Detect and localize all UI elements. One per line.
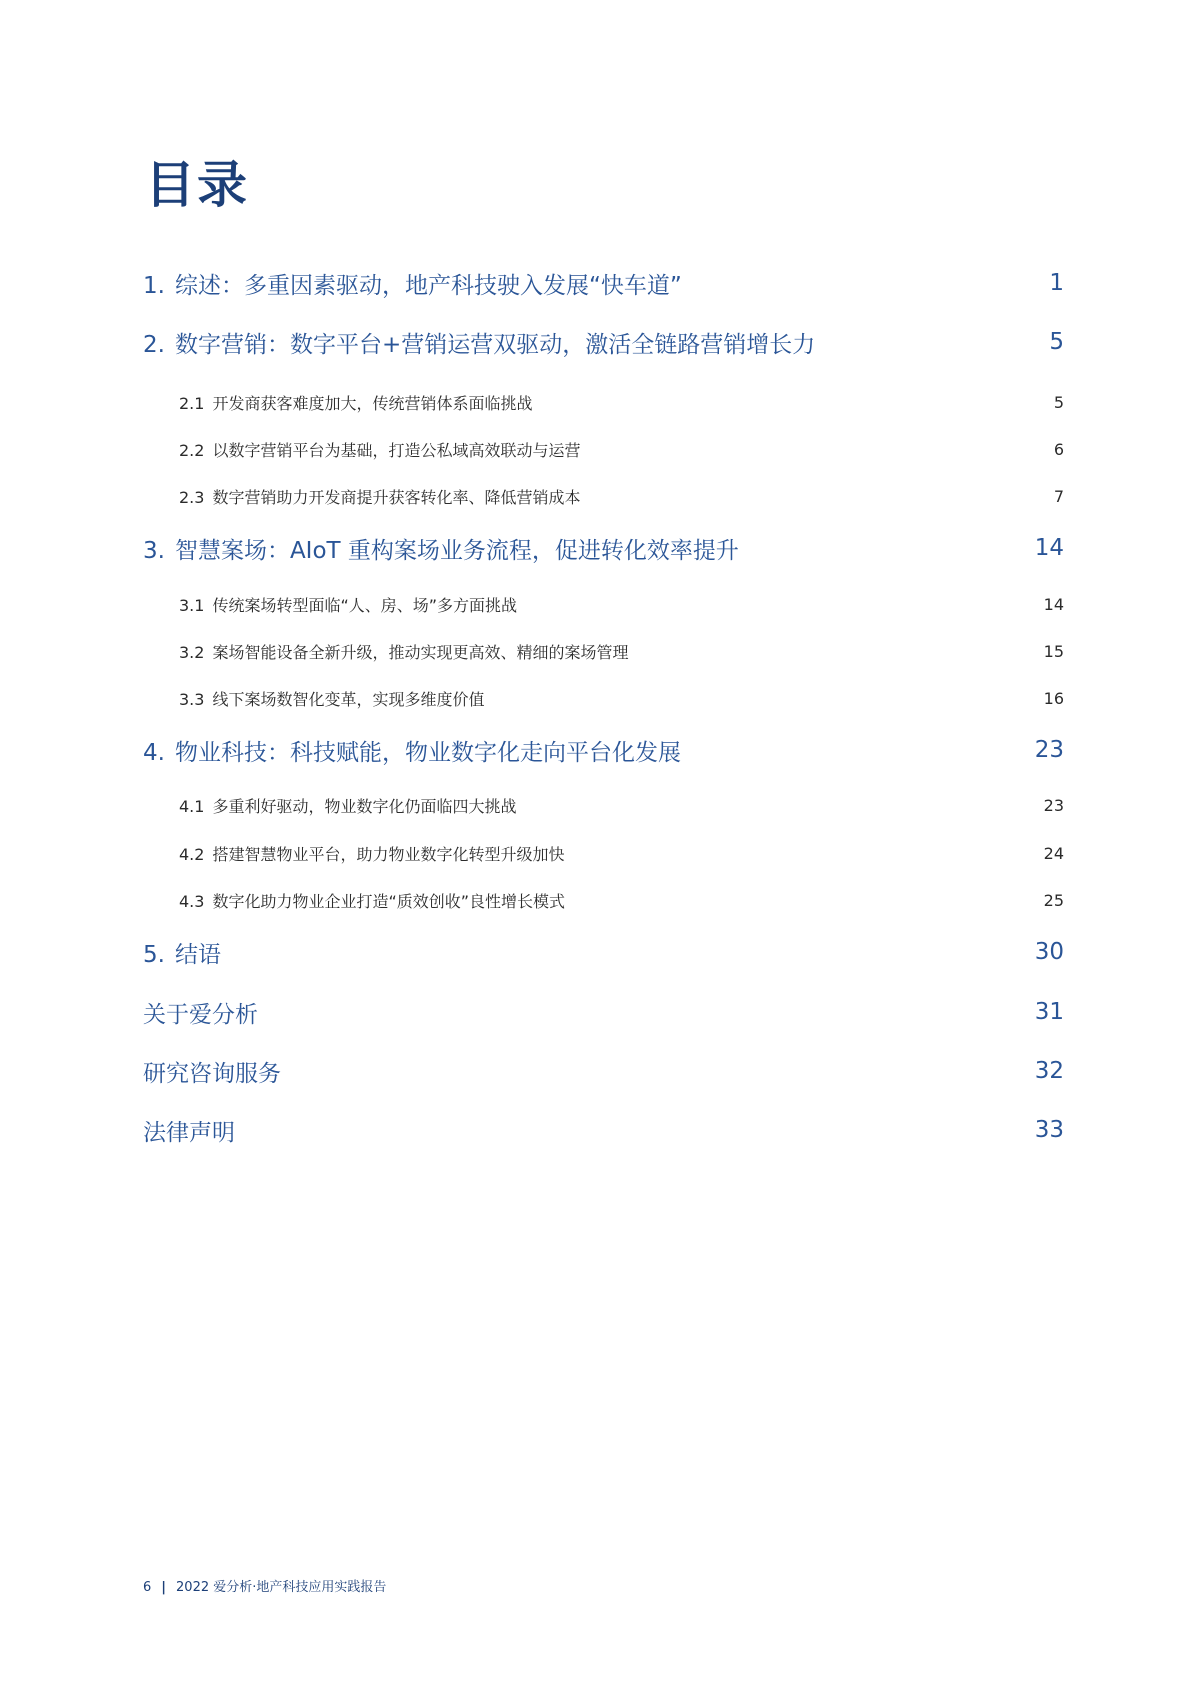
section-number: 4. — [143, 739, 165, 766]
section-label: 综述：多重因素驱动，地产科技驶入发展“快车道” — [174, 272, 682, 299]
subsection-number: 4.2 — [179, 844, 205, 864]
section-label: 关于爱分析 — [143, 1001, 258, 1028]
page-number: 16 — [1043, 688, 1064, 708]
toc-legal-notice[interactable] — [143, 1113, 1064, 1147]
subsection-number: 2.1 — [179, 393, 205, 413]
page-footer — [143, 1576, 386, 1595]
section-number: 5. — [143, 941, 165, 968]
page-number: 31 — [1034, 999, 1064, 1025]
subsection-label: 线下案场数智化变革，实现多维度价值 — [212, 689, 485, 709]
toc-subsection-2-3[interactable] — [179, 484, 1064, 508]
page-number: 23 — [1043, 795, 1064, 815]
footer-separator: | — [161, 1580, 167, 1595]
footer-page-number: 6 — [143, 1580, 152, 1595]
page-number: 23 — [1034, 737, 1064, 763]
page-number: 5 — [1053, 392, 1064, 412]
toc-section-2[interactable] — [143, 325, 1064, 359]
page-number: 5 — [1049, 329, 1064, 355]
page-number: 33 — [1034, 1117, 1064, 1143]
toc-section-4[interactable] — [143, 733, 1064, 767]
page-number: 30 — [1034, 939, 1064, 965]
section-number: 1. — [143, 272, 165, 299]
toc-section-1[interactable] — [143, 266, 1064, 300]
page-number: 6 — [1053, 439, 1064, 459]
footer-report-title: 2022 爱分析·地产科技应用实践报告 — [176, 1580, 387, 1595]
page-number: 7 — [1053, 486, 1064, 506]
section-label: 数字营销：数字平台+营销运营双驱动，激活全链路营销增长力 — [174, 331, 816, 358]
page-number: 14 — [1043, 594, 1064, 614]
subsection-label: 开发商获客难度加大，传统营销体系面临挑战 — [212, 393, 533, 413]
toc-subsection-3-2[interactable] — [179, 639, 1064, 663]
page-number: 32 — [1034, 1058, 1064, 1084]
subsection-label: 传统案场转型面临“人、房、场”多方面挑战 — [212, 595, 518, 615]
toc-subsection-4-1[interactable] — [179, 793, 1064, 817]
section-label: 法律声明 — [143, 1119, 235, 1146]
section-label: 物业科技：科技赋能，物业数字化走向平台化发展 — [174, 739, 681, 766]
page-number: 24 — [1043, 843, 1064, 863]
toc-subsection-2-1[interactable] — [179, 390, 1064, 414]
page-number: 14 — [1034, 535, 1064, 561]
toc-about[interactable] — [143, 995, 1064, 1029]
section-number: 3. — [143, 537, 165, 564]
page-number: 25 — [1043, 890, 1064, 910]
section-number: 2. — [143, 331, 165, 358]
page-number: 15 — [1043, 641, 1064, 661]
section-label: 智慧案场：AIoT 重构案场业务流程，促进转化效率提升 — [174, 537, 739, 564]
toc-section-3[interactable] — [143, 531, 1064, 565]
page-number: 1 — [1049, 270, 1064, 296]
subsection-label: 以数字营销平台为基础，打造公私域高效联动与运营 — [212, 440, 581, 460]
subsection-number: 4.3 — [179, 891, 205, 911]
subsection-number: 4.1 — [179, 796, 205, 816]
subsection-label: 数字营销助力开发商提升获客转化率、降低营销成本 — [212, 487, 581, 507]
subsection-label: 案场智能设备全新升级，推动实现更高效、精细的案场管理 — [212, 642, 629, 662]
subsection-number: 2.3 — [179, 487, 205, 507]
toc-research-services[interactable] — [143, 1054, 1064, 1088]
toc-subsection-4-2[interactable] — [179, 841, 1064, 865]
page-title: 目录 — [145, 156, 249, 214]
subsection-label: 数字化助力物业企业打造“质效创收”良性增长模式 — [212, 891, 566, 911]
section-label: 结语 — [174, 941, 221, 968]
subsection-number: 3.3 — [179, 689, 205, 709]
toc-section-5[interactable] — [143, 935, 1064, 969]
subsection-label: 多重利好驱动，物业数字化仍面临四大挑战 — [212, 796, 517, 816]
subsection-number: 3.2 — [179, 642, 205, 662]
toc-subsection-2-2[interactable] — [179, 437, 1064, 461]
section-label: 研究咨询服务 — [143, 1060, 281, 1087]
subsection-label: 搭建智慧物业平台，助力物业数字化转型升级加快 — [212, 844, 565, 864]
subsection-number: 3.1 — [179, 595, 205, 615]
toc-subsection-3-1[interactable] — [179, 592, 1064, 616]
subsection-number: 2.2 — [179, 440, 205, 460]
toc-subsection-3-3[interactable] — [179, 686, 1064, 710]
toc-subsection-4-3[interactable] — [179, 888, 1064, 912]
